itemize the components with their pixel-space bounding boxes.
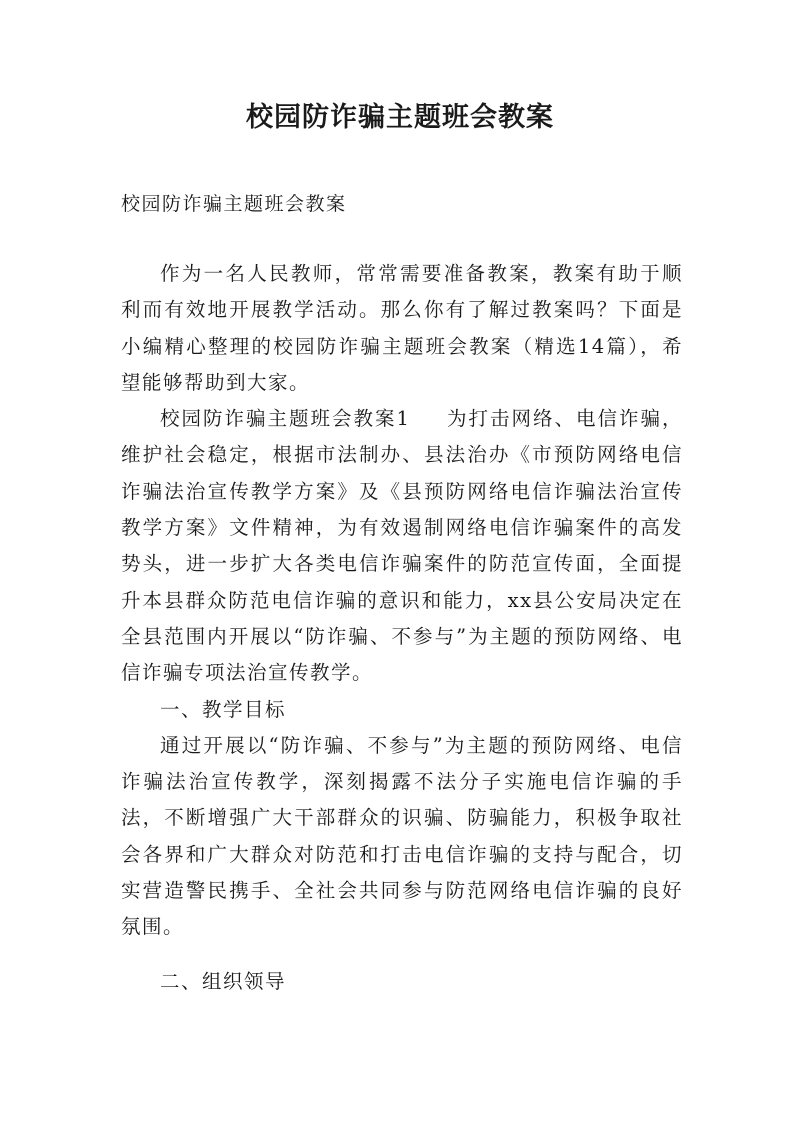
section-heading-objectives: 一、教学目标 xyxy=(160,697,287,721)
lesson-body: 为打击网络、电信诈骗，维护社会稳定，根据市法制办、县法治办《市预防网络电信诈骗法治宣传教学方案》及《县预防网络电信诈骗法治宣传教学方案》文件精神，为有效遏制网络电信诈骗案件的高发势头，进一步扩大各类电信诈骗案件的防范宣传面，全面提升本县群众防范电信诈骗的意识和能力，xx县公安局决定在全县范围内开展以“防诈骗、不参与”为主题的预防网络、电信诈骗专项法治宣传教学。 xyxy=(121,407,683,685)
intro-paragraph: 作为一名人民教师，常常需要准备教案，教案有助于顺利而有效地开展教学活动。那么你有了解过教案吗？下面是小编精心整理的校园防诈骗主题班会教案（精选14篇），希望能够帮助到大家。 xyxy=(121,262,683,394)
lesson-label: 校园防诈骗主题班会教案1 xyxy=(160,407,411,431)
lesson-paragraph xyxy=(121,401,683,691)
objectives-paragraph: 通过开展以“防诈骗、不参与”为主题的预防网络、电信诈骗法治宣传教学，深刻揭露不法分子实施电信诈骗的手法，不断增强广大干部群众的识骗、防骗能力，积极争取社会各界和广大群众对防范和打击电信诈骗的支持与配合，切实营造警民携手、全社会共同参与防范网络电信诈骗的良好氛围。 xyxy=(121,733,683,939)
document-body xyxy=(121,256,683,1000)
document-subtitle: 校园防诈骗主题班会教案 xyxy=(121,193,347,215)
section-heading-organization: 二、组织领导 xyxy=(160,969,287,993)
document-title: 校园防诈骗主题班会教案 xyxy=(246,102,554,133)
